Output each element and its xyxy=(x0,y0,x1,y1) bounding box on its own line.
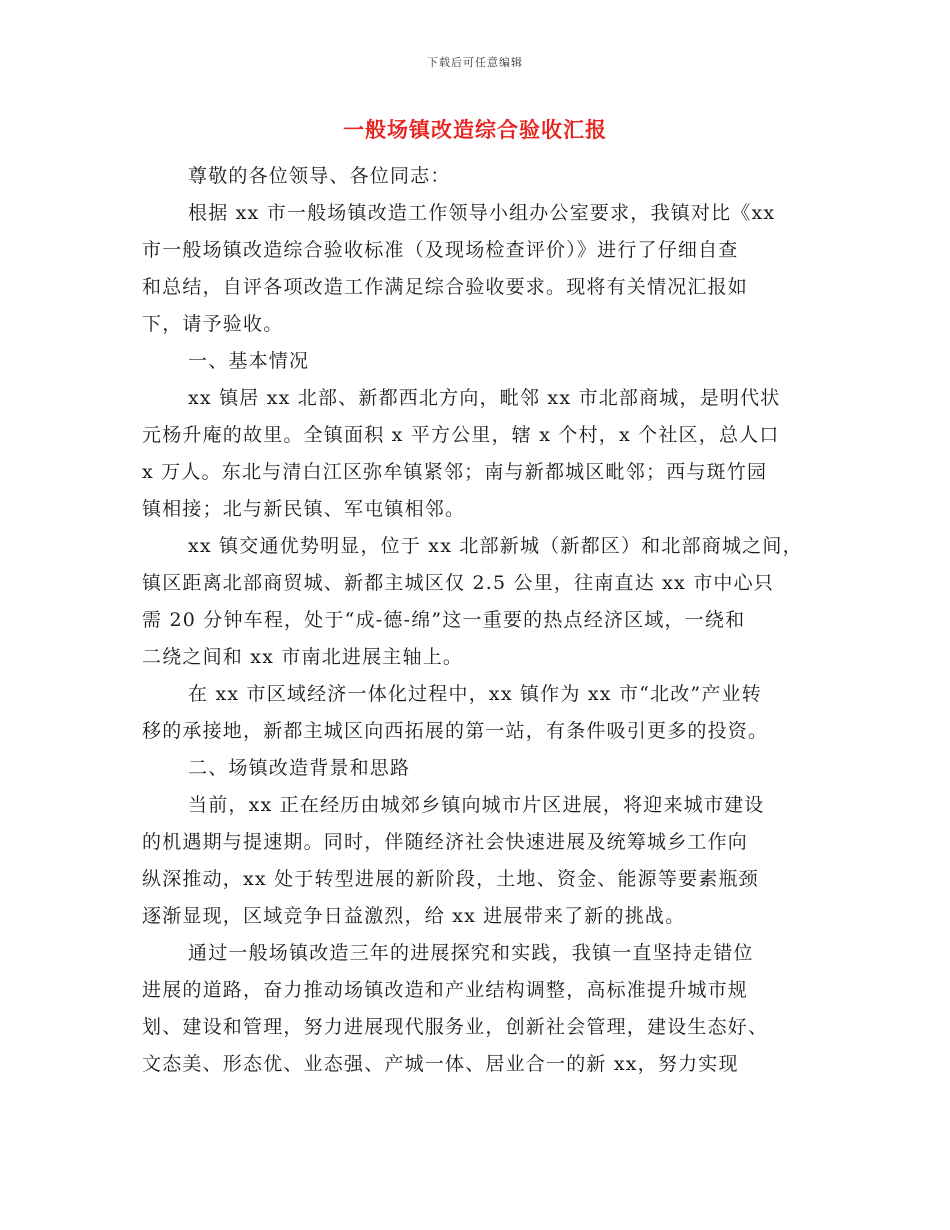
body-line: 纵深推动，xx 处于转型进展的新阶段，土地、资金、能源等要素瓶颈 xyxy=(142,868,759,890)
body-line: 的机遇期与提速期。同时，伴随经济社会快速进展及统筹城乡工作向 xyxy=(142,831,749,853)
body-line: x 万人。东北与清白江区弥牟镇紧邻；南与新都城区毗邻；西与斑竹园 xyxy=(142,461,768,483)
body-line: 根据 xx 市一般场镇改造工作领导小组办公室要求，我镇对比《xx xyxy=(188,202,776,224)
body-line: 尊敬的各位领导、各位同志： xyxy=(188,165,451,187)
header-note: 下载后可任意编辑 xyxy=(427,56,523,69)
body-line: 元杨升庵的故里。全镇面积 x 平方公里，辖 x 个村，x 个社区，总人口 xyxy=(142,424,780,446)
body-line: 下，请予验收。 xyxy=(142,313,284,335)
body-line: 在 xx 市区域经济一体化过程中，xx 镇作为 xx 市“北改”产业转 xyxy=(188,683,762,705)
body-line: 划、建设和管理，努力进展现代服务业，创新社会管理，建设生态好、 xyxy=(142,1016,769,1038)
body-line: 移的承接地，新都主城区向西拓展的第一站，有条件吸引更多的投资。 xyxy=(142,720,769,742)
body-line: 镇区距离北部商贸城、新都主城区仅 2.5 公里，往南直达 xx 市中心只 xyxy=(142,572,775,594)
body-line: 镇相接；北与新民镇、军屯镇相邻。 xyxy=(142,498,466,520)
body-line: 一、基本情况 xyxy=(188,350,310,372)
document-body xyxy=(142,158,820,1083)
body-line: 二绕之间和 xx 市南北进展主轴上。 xyxy=(142,646,464,668)
body-line: xx 镇居 xx 北部、新都西北方向，毗邻 xx 市北部商城，是明代状 xyxy=(188,387,781,409)
body-line: 通过一般场镇改造三年的进展探究和实践，我镇一直坚持走错位 xyxy=(188,942,754,964)
body-line: 需 20 分钟车程，处于“成-德-绵”这一重要的热点经济区域，一绕和 xyxy=(142,609,746,631)
body-line: 当前，xx 正在经历由城郊乡镇向城市片区进展，将迎来城市建设 xyxy=(188,794,765,816)
body-line: 二、场镇改造背景和思路 xyxy=(188,757,411,779)
body-line: 进展的道路，奋力推动场镇改造和产业结构调整，高标准提升城市规 xyxy=(142,979,749,1001)
body-line: 逐渐显现，区域竞争日益激烈，给 xx 进展带来了新的挑战。 xyxy=(142,905,686,927)
body-line: 和总结，自评各项改造工作满足综合验收要求。现将有关情况汇报如 xyxy=(142,276,749,298)
body-line: 文态美、形态优、业态强、产城一体、居业合一的新 xx，努力实现 xyxy=(142,1053,739,1075)
body-line: xx 镇交通优势明显，位于 xx 北部新城（新都区）和北部商城之间， xyxy=(188,535,803,557)
body-line: 市一般场镇改造综合验收标准（及现场检查评价）》进行了仔细自查 xyxy=(142,239,739,261)
document-title: 一般场镇改造综合验收汇报 xyxy=(343,117,607,142)
